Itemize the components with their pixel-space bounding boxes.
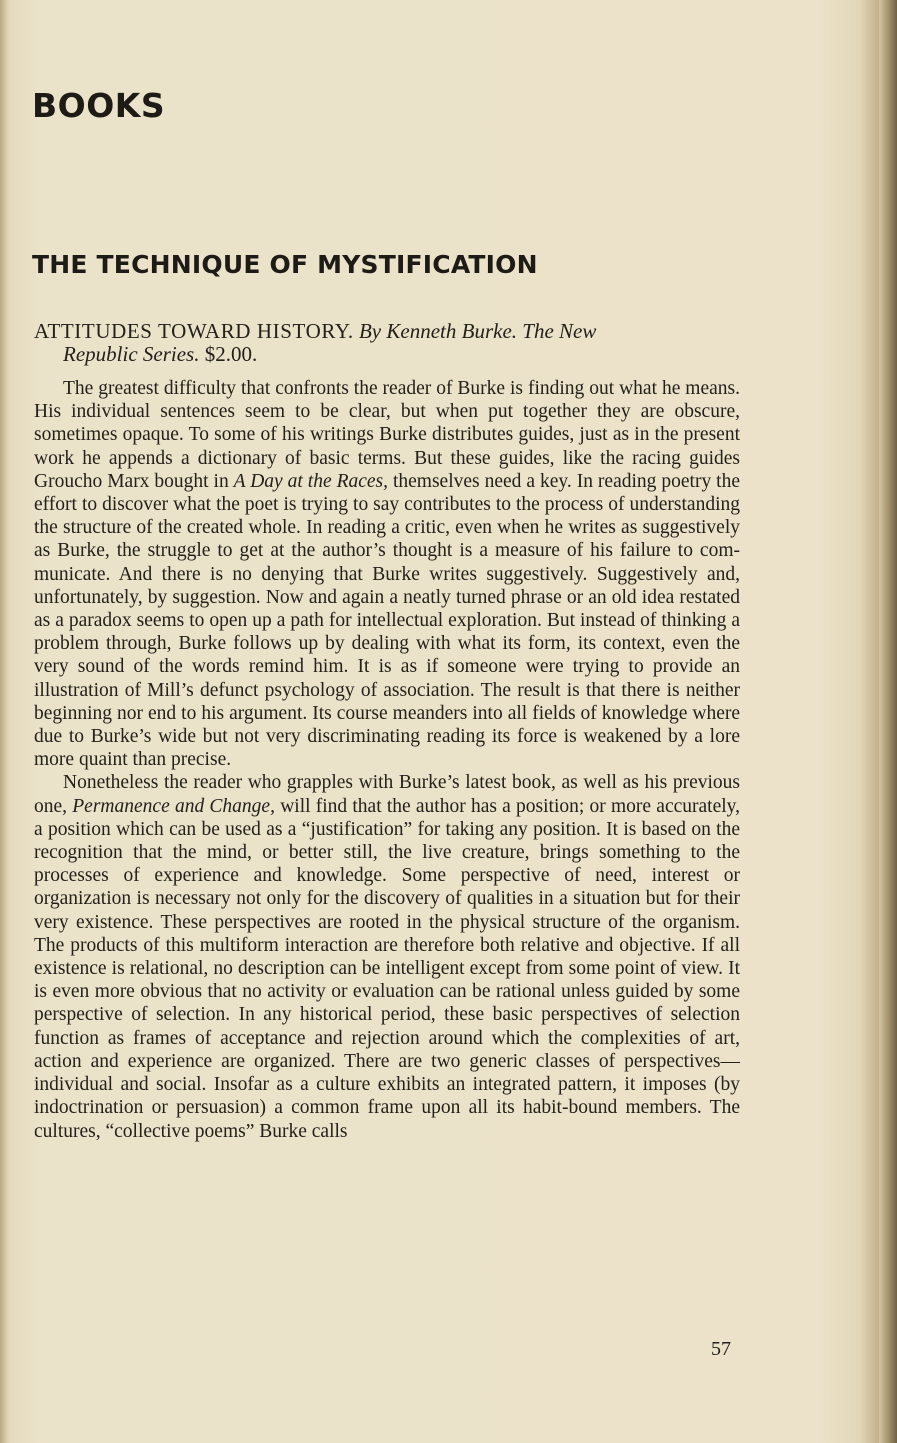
author-by: By xyxy=(358,319,382,343)
page-left-edge xyxy=(0,0,8,1443)
publisher-series-part2: Republic Series. xyxy=(63,342,200,366)
paragraph-text: Nonetheless the reader who grapples with Burke’s latest book, as well as his previous one, xyxy=(34,772,740,817)
paragraph-text: will find that the author has a position; or more accurately, a position which can be used as a “justification” for taking any position. It is based on the recognition that the mind, or better still, the live creature, brings something to the processes of experience and knowledge. Some perspective of need, interest or organization is necessary not only for the discovery of qualities in a situation but for their very existence. These perspectives are rooted in the physical structure of the organism. The products of this multiform interaction are therefore both relative and objective. If all existence is relational, no description can be intelligent except from some point of view. It is even more obvious that no activity or evaluation can be rational unless guided by some perspective of selection. In any historical period, these basic perspectives of selection function as frames of acceptance and rejection around which the complexities of art, action and experience are organized. There are two generic classes of perspectives—individual and social. Insofar as a culture exhibits an integrated pattern, it imposes (by indoctrination or persuasion) a common frame upon all its habit-bound members. The cultures, “collective poems” Burke calls xyxy=(34,795,741,1142)
book-price: $2.00. xyxy=(204,342,258,366)
review-citation xyxy=(34,320,740,366)
book-title: ATTITUDES TOWARD HISTORY. xyxy=(34,319,354,343)
citation-line-2 xyxy=(34,343,740,366)
paragraph xyxy=(34,771,740,1142)
section-heading: BOOKS xyxy=(32,86,166,125)
paragraph xyxy=(34,377,740,771)
book-author: Kenneth Burke. xyxy=(386,319,518,343)
review-body xyxy=(34,377,740,1143)
film-title: A Day at the Races, xyxy=(233,470,389,492)
book-title-reference: Permanence and Change, xyxy=(72,795,275,817)
article-title: THE TECHNIQUE OF MYSTIFICATION xyxy=(32,250,538,279)
paragraph-text: themselves need a key. In reading poetry the effort to discover what the poet is trying to say contributes to the process of understanding the structure of the created whole. In reading a critic, even when he writes as suggestively as Burke, the struggle to get at the author’s thought is a measure of his failure to communicate. And there is no denying that Burke writes suggestively. Suggestively and, unfortunately, by suggestion. Now and again a neatly turned phrase or an old idea restated as a paradox seems to open up a path for intellectual exploration. But instead of thinking a problem through, Burke follows up by dealing with what its form, its context, even the very sound of the words remind him. It is as if someone were trying to provide an illustration of Mill’s defunct psychology of association. The result is that there is neither beginning nor end to his argument. Its course meanders into all fields of knowledge where due to Burke’s wide but not very discriminating reading its force is weakened by a lore more quaint than precise. xyxy=(34,470,740,771)
page-binding-edge xyxy=(879,0,897,1443)
publisher-series-part1: The New xyxy=(522,319,597,343)
paragraph-text: The greatest difficulty that confronts the reader of Burke is finding out what he means. His individual sentences seem to be clear, but when put together they are obscure, sometimes opaque. To some of his writings Burke distributes guides, just as in the present work he appends a dictionary of basic terms. But these guides, like the racing guides Groucho Marx bought in xyxy=(34,378,740,492)
page-number: 57 xyxy=(711,1338,731,1360)
